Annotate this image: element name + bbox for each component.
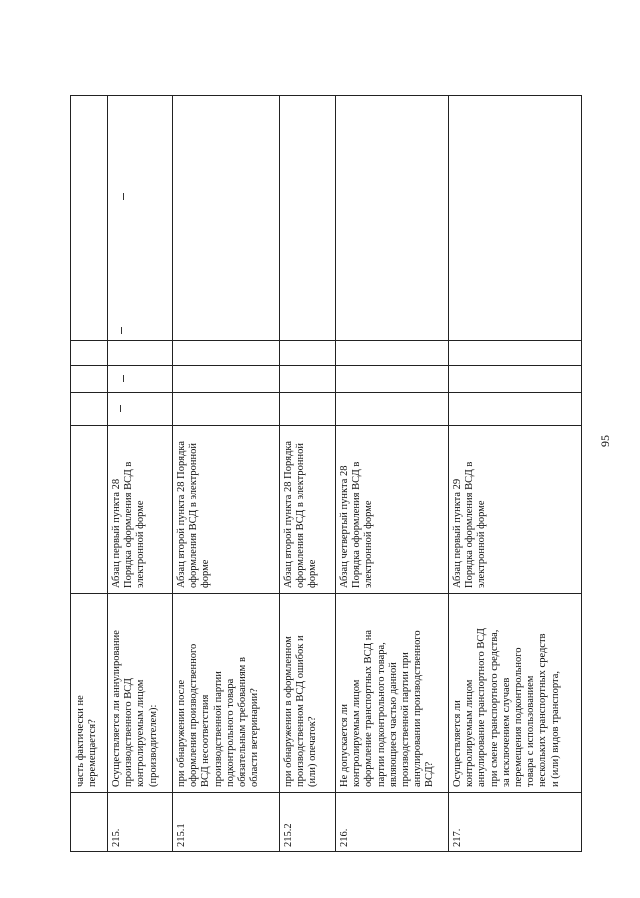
column-separator — [70, 593, 582, 594]
table-border — [70, 851, 582, 852]
table-border — [70, 95, 582, 96]
column-separator — [70, 792, 582, 793]
row-number: 215. — [111, 828, 122, 847]
dash-mark — [123, 193, 124, 200]
column-separator — [70, 425, 582, 426]
checklist-table — [70, 95, 582, 852]
question-text: Осуществляется ли аннулирование производственного ВСД контролируемым лицом (производителем): — [111, 630, 159, 787]
column-separator — [70, 365, 582, 366]
dash-mark — [121, 327, 122, 334]
row-number: 215.1 — [176, 823, 187, 847]
column-separator — [70, 392, 582, 393]
question-text: при обнаружении в оформленном производственном ВСД ошибок и (или) опечаток? — [283, 635, 319, 787]
question-text: при обнаружении после оформления производственного ВСД несоответствия производственной партии подконтрольного товара обязательным требованиям в области ветеринарии? — [176, 643, 261, 787]
table-border — [581, 95, 582, 852]
reference-text: Абзац первый пункта 29 Порядка оформления ВСД в электронной форме — [452, 461, 488, 588]
reference-text: Абзац второй пункта 28 Порядка оформления ВСД в электронной форме — [283, 440, 319, 588]
question-text: Осуществляется ли контролируемым лицом аннулирование транспортного ВСД при смене транспортного средства, за исключением случаев перемещения подконтрольного товара с использованием нескольких транспортных средств и (или) видов транспорта, — [452, 628, 561, 787]
table-border — [70, 95, 71, 852]
dash-mark — [123, 375, 124, 382]
question-text: Не допускается ли контролируемым лицом оформление транспортных ВСД на партии подконтрольного товара, являющиеся частью данной производственной партии при аннулировании производственного ВСД? — [339, 629, 436, 787]
column-separator — [70, 340, 582, 341]
question-text: часть фактически не перемещается? — [75, 695, 99, 787]
reference-text: Абзац четвертый пункта 28 Порядка оформления ВСД в электронной форме — [339, 461, 375, 588]
row-number: 215.2 — [283, 823, 294, 847]
reference-text: Абзац первый пункта 28 Порядка оформления ВСД в электронной форме — [111, 461, 147, 588]
row-number: 216. — [339, 828, 350, 847]
dash-mark — [120, 405, 121, 412]
row-number: 217. — [452, 828, 463, 847]
reference-text: Абзац второй пункта 28 Порядка оформления ВСД в электронной форме — [176, 440, 212, 588]
